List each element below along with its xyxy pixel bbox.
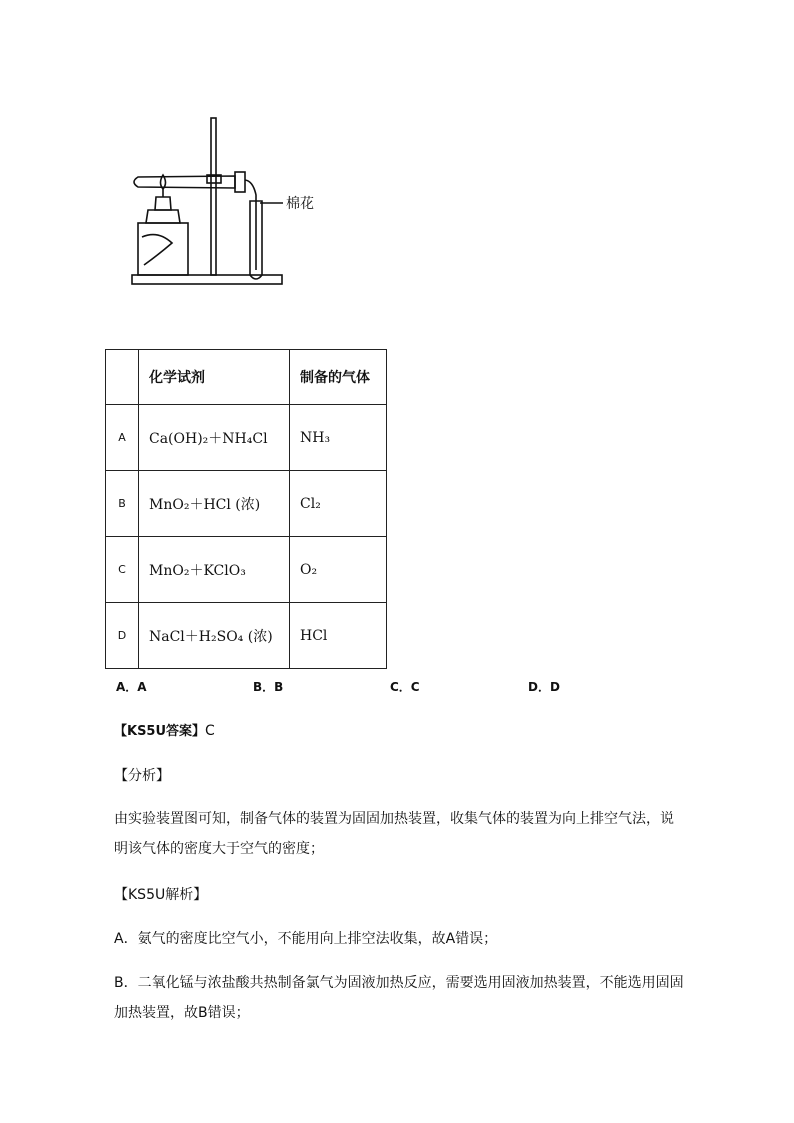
header-reagent: 化学试剂 xyxy=(139,350,290,405)
answer-value: C xyxy=(205,723,215,739)
answer-line xyxy=(114,720,215,739)
analysis-text: 由实验装置图可知，制备气体的装置为固固加热装置，收集气体的装置为向上排空气法，说明该气体的密度大于空气的密度； xyxy=(114,811,674,857)
option-b: B．B xyxy=(253,680,284,694)
analysis-title: 【分析】 xyxy=(114,768,170,784)
row-reagent: MnO₂＋KClO₃ xyxy=(139,537,290,603)
explain-title: 【KS5U解析】 xyxy=(114,887,208,903)
answer-label: 【KS5U答案】 xyxy=(114,724,206,739)
table-header-row xyxy=(106,350,387,405)
option-c: C．C xyxy=(390,680,420,694)
table-row xyxy=(106,471,387,537)
alcohol-lamp-body xyxy=(138,223,188,275)
row-letter: B xyxy=(106,471,139,537)
option-a: A．A xyxy=(116,680,147,694)
row-reagent: Ca(OH)₂＋NH₄Cl xyxy=(139,405,290,471)
row-letter: A xyxy=(106,405,139,471)
row-gas: NH₃ xyxy=(290,405,387,471)
row-gas: O₂ xyxy=(290,537,387,603)
apparatus-figure xyxy=(128,115,333,290)
row-gas: HCl xyxy=(290,603,387,669)
option-d: D．D xyxy=(528,680,560,694)
row-letter: D xyxy=(106,603,139,669)
header-cell xyxy=(106,350,139,405)
table-row xyxy=(106,405,387,471)
reagent-table xyxy=(105,349,387,669)
test-tube xyxy=(134,176,235,188)
row-reagent: NaCl＋H₂SO₄ (浓) xyxy=(139,603,290,669)
stand-base xyxy=(132,275,282,284)
header-gas: 制备的气体 xyxy=(290,350,387,405)
explain-a: A．氨气的密度比空气小，不能用向上排空法收集，故A错误； xyxy=(114,931,498,947)
stopper xyxy=(235,172,245,192)
delivery-tube xyxy=(245,180,256,203)
row-letter: C xyxy=(106,537,139,603)
table-row xyxy=(106,603,387,669)
table-row xyxy=(106,537,387,603)
explain-b: B．二氧化锰与浓盐酸共热制备氯气为固液加热反应，需要选用固液加热装置，不能选用固固加热装置，故B错误； xyxy=(114,975,684,1021)
cotton-label: 棉花 xyxy=(286,196,314,212)
row-gas: Cl₂ xyxy=(290,471,387,537)
row-reagent: MnO₂＋HCl (浓) xyxy=(139,471,290,537)
stand-rod xyxy=(211,118,216,275)
